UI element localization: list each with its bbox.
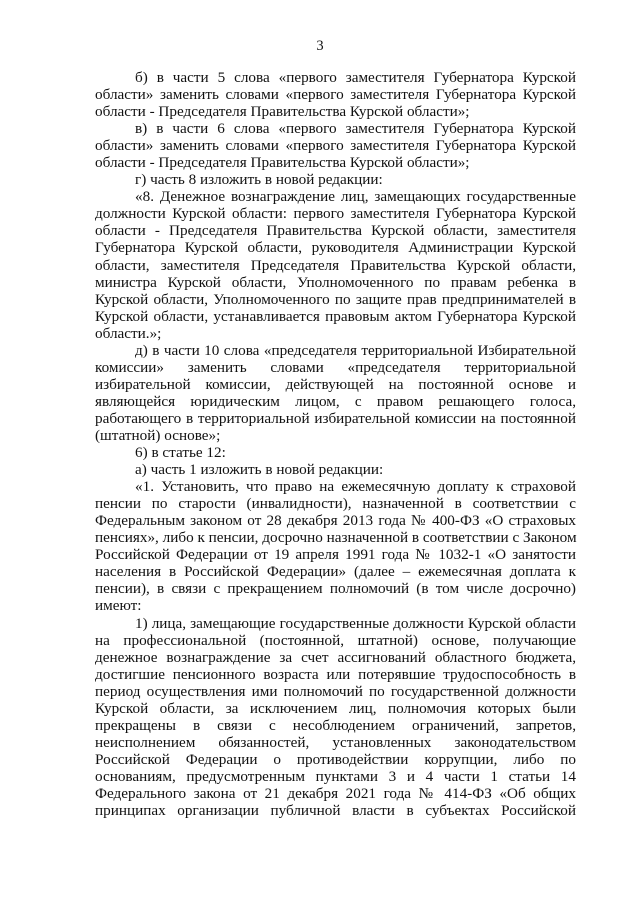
text-line: должности Курской области: первого заместителя Губернатора Курской bbox=[95, 205, 576, 223]
text-line: министра Курской области, Уполномоченного по правам ребенка в bbox=[95, 273, 576, 291]
text-line: прекращены в связи с несоблюдением ограничений, запретов, bbox=[95, 716, 576, 734]
text-line: являющейся юридическим лицом, с правом решающего голоса, bbox=[95, 392, 576, 410]
text-line: основаниям, предусмотренным пунктами 3 и 4 части 1 статьи 14 bbox=[95, 767, 576, 785]
text-line: комиссии» заменить словами «председателя территориальной bbox=[95, 358, 576, 376]
text-line: области, заместителя Председателя Правительства Курской области, bbox=[95, 256, 576, 274]
page-number: 3 bbox=[316, 38, 324, 54]
text-line: период осуществления ими полномочий по государственной должности bbox=[95, 682, 576, 700]
text-line: области - Председателя Правительства Курской области»; bbox=[95, 154, 470, 172]
text-line: Российской Федерации о противодействии коррупции, либо по bbox=[95, 750, 576, 768]
text-line: Курской области, устанавливается правовым актом Губернатора Курской bbox=[95, 307, 576, 325]
text-line: области.»; bbox=[95, 324, 162, 342]
text-line: избирательной комиссии, действующей на постоянной основе и bbox=[95, 375, 576, 393]
text-line: пенсиях», либо к пенсии, досрочно назначенной в соответствии с Законом bbox=[95, 529, 577, 547]
text-line: на профессиональной (постоянной, штатной) основе, получающие bbox=[95, 631, 576, 649]
text-line: области» заменить словами «первого заместителя Губернатора Курской bbox=[95, 137, 576, 155]
text-line: денежное вознаграждение за счет ассигнований областного бюджета, bbox=[95, 648, 576, 666]
text-line: Федеральным законом от 28 декабря 2013 года № 400-ФЗ «О страховых bbox=[95, 512, 576, 530]
text-line: населения в Российской Федерации» (далее – ежемесячная доплата к bbox=[95, 563, 576, 581]
text-line: имеют: bbox=[95, 597, 142, 615]
text-line: области - Председателя Правительства Курской области»; bbox=[95, 103, 470, 121]
text-line: принципах организации публичной власти в субъектах Российской bbox=[95, 802, 576, 820]
text-line: Губернатора Курской области, руководителя Администрации Курской bbox=[95, 239, 576, 257]
text-line: «8. Денежное вознаграждение лиц, замещающих государственные bbox=[135, 188, 576, 206]
text-line: «1. Установить, что право на ежемесячную доплату к страховой bbox=[135, 478, 576, 496]
text-line: пенсии по старости (инвалидности), назначенной в соответствии с bbox=[95, 495, 576, 513]
text-line: б) в части 5 слова «первого заместителя Губернатора Курской bbox=[135, 69, 576, 86]
text-line: в) в части 6 слова «первого заместителя Губернатора Курской bbox=[135, 120, 576, 138]
text-line: д) в части 10 слова «председателя территориальной Избирательной bbox=[135, 341, 576, 359]
text-line: достигшие пенсионного возраста или потерявшие трудоспособность в bbox=[95, 665, 576, 683]
text-line: Российской Федерации от 19 апреля 1991 года № 1032-1 «О занятости bbox=[95, 546, 576, 564]
document-body bbox=[95, 69, 576, 819]
text-line: Федерального закона от 21 декабря 2021 года № 414-ФЗ «Об общих bbox=[95, 784, 576, 802]
text-line: работающего в территориальной избирательной комиссии на постоянной bbox=[95, 409, 576, 427]
text-line: области - Председателя Правительства Курской области, заместителя bbox=[95, 222, 576, 240]
text-line: Курской области, за исключением лиц, полномочия которых были bbox=[95, 699, 576, 717]
text-line: 1) лица, замещающие государственные должности Курской области bbox=[135, 614, 576, 632]
text-line: а) часть 1 изложить в новой редакции: bbox=[135, 461, 384, 479]
text-line: пенсии), в связи с прекращением полномочий (в том числе досрочно) bbox=[95, 580, 576, 598]
text-line: 6) в статье 12: bbox=[135, 444, 226, 462]
text-line: области» заменить словами «первого заместителя Губернатора Курской bbox=[95, 86, 576, 104]
text-line: г) часть 8 изложить в новой редакции: bbox=[135, 171, 383, 189]
text-line: неисполнением обязанностей, установленных законодательством bbox=[95, 733, 576, 751]
text-line: (штатной) основе»; bbox=[95, 426, 221, 444]
text-line: Курской области, Уполномоченного по защите прав предпринимателей в bbox=[95, 290, 576, 308]
